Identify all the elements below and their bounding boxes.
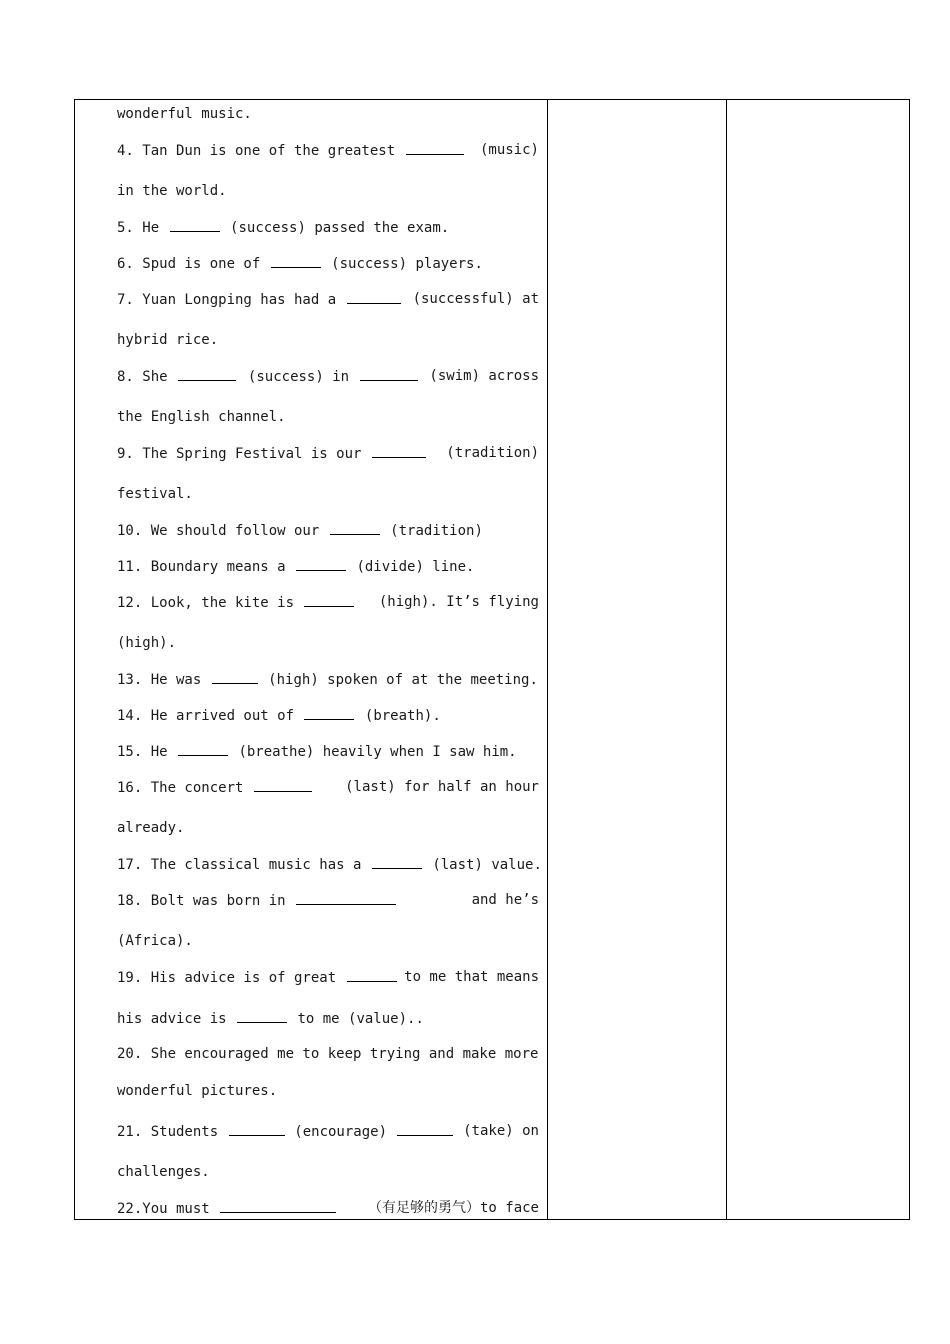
exercise-line: [117, 289, 539, 309]
exercise-line: challenges.: [117, 1164, 210, 1180]
exercise-line: [117, 705, 441, 725]
remarks-column: [727, 100, 909, 1219]
exercise-text: 6. Spud is one of: [117, 256, 261, 272]
exercise-text: 7. Yuan Longping has had a: [117, 292, 337, 308]
exercise-text: 5. He: [117, 220, 160, 236]
exercise-line: [117, 1198, 539, 1218]
exercise-line: [117, 366, 539, 386]
exercise-text: 9. The Spring Festival is our: [117, 446, 362, 462]
exercise-line: [117, 669, 538, 689]
exercise-text: 19. His advice is of great: [117, 970, 337, 986]
exercise-text: 8. She: [117, 369, 168, 385]
exercise-line: already.: [117, 820, 185, 836]
exercise-line: wonderful music.: [117, 106, 252, 122]
exercise-text: (music): [479, 142, 539, 158]
notes-column: [548, 100, 727, 1219]
answer-blank[interactable]: [178, 366, 236, 381]
answer-blank[interactable]: [296, 890, 396, 905]
exercise-text: (success) in: [247, 369, 350, 385]
exercise-line: [117, 890, 539, 910]
exercise-text: （有足够的勇气）to face: [367, 1200, 539, 1216]
exercise-line: [117, 253, 483, 273]
exercise-text: (breathe) heavily when I saw him.: [238, 744, 517, 760]
answer-blank[interactable]: [254, 777, 312, 792]
answer-blank[interactable]: [372, 854, 422, 869]
worksheet-table: [74, 99, 910, 1220]
exercise-text: 10. We should follow our: [117, 523, 320, 539]
exercise-text: (high) spoken of at the meeting.: [268, 672, 538, 688]
answer-blank[interactable]: [347, 967, 397, 982]
exercise-text: and he’s: [471, 892, 539, 908]
answer-blank[interactable]: [170, 217, 220, 232]
answer-blank[interactable]: [212, 669, 258, 684]
exercise-line: wonderful pictures.: [117, 1083, 278, 1099]
answer-blank[interactable]: [330, 520, 380, 535]
exercise-text: 11. Boundary means a: [117, 559, 286, 575]
exercise-text: (high). It’s flying: [378, 594, 539, 610]
exercise-text: (last) value.: [432, 857, 542, 873]
exercise-line: 20. She encouraged me to keep trying and make more: [117, 1046, 539, 1062]
answer-blank[interactable]: [397, 1121, 453, 1136]
exercise-line: [117, 140, 539, 160]
exercise-line: [117, 592, 539, 612]
exercise-line: (high).: [117, 635, 177, 651]
exercise-text: 4. Tan Dun is one of the greatest: [117, 143, 396, 159]
exercise-text: 21. Students: [117, 1124, 219, 1140]
exercise-text: 13. He was: [117, 672, 202, 688]
answer-blank[interactable]: [178, 741, 228, 756]
answer-blank[interactable]: [304, 705, 354, 720]
answer-blank[interactable]: [406, 140, 464, 155]
exercise-text: his advice is: [117, 1011, 227, 1027]
answer-blank[interactable]: [220, 1198, 336, 1213]
exercise-text: 14. He arrived out of: [117, 708, 295, 724]
exercise-text: 18. Bolt was born in: [117, 893, 286, 909]
exercise-column: [75, 100, 548, 1219]
exercise-text: (swim) across: [429, 368, 539, 384]
exercise-text: to me (value)..: [297, 1011, 424, 1027]
exercise-line: [117, 217, 449, 237]
answer-blank[interactable]: [372, 443, 426, 458]
answer-blank[interactable]: [271, 253, 321, 268]
answer-blank[interactable]: [304, 592, 354, 607]
answer-blank[interactable]: [229, 1121, 285, 1136]
exercise-line: in the world.: [117, 183, 227, 199]
exercise-text: (divide) line.: [356, 559, 475, 575]
exercise-text: (successful) at: [412, 291, 539, 307]
exercise-line: festival.: [117, 486, 193, 502]
exercise-text: (breath).: [364, 708, 441, 724]
exercise-text: 15. He: [117, 744, 168, 760]
exercise-text: (encourage): [294, 1124, 387, 1140]
exercise-text: (tradition): [390, 523, 483, 539]
exercise-text: 17. The classical music has a: [117, 857, 362, 873]
answer-blank[interactable]: [360, 366, 418, 381]
exercise-line: [117, 967, 539, 987]
exercise-text: 16. The concert: [117, 780, 244, 796]
exercise-text: (tradition): [446, 445, 539, 461]
exercise-text: 22.You must: [117, 1201, 210, 1217]
exercise-line: the English channel.: [117, 409, 286, 425]
exercise-line: hybrid rice.: [117, 332, 219, 348]
answer-blank[interactable]: [237, 1008, 287, 1023]
exercise-text: 12. Look, the kite is: [117, 595, 295, 611]
exercise-line: [117, 777, 539, 797]
exercise-line: (Africa).: [117, 933, 193, 949]
exercise-text: (success) players.: [331, 256, 483, 272]
exercise-line: [117, 443, 539, 463]
answer-blank[interactable]: [347, 289, 401, 304]
exercise-line: [117, 556, 474, 576]
exercise-text: (last) for half an hour: [345, 779, 539, 795]
exercise-line: [117, 1121, 539, 1141]
exercise-text: (success) passed the exam.: [230, 220, 450, 236]
exercise-line: [117, 520, 483, 540]
exercise-line: [117, 741, 517, 761]
answer-blank[interactable]: [296, 556, 346, 571]
exercise-line: [117, 854, 542, 874]
exercise-line: [117, 1008, 424, 1028]
exercise-text: to me that means: [404, 969, 539, 985]
exercise-text: (take) on: [463, 1123, 539, 1139]
